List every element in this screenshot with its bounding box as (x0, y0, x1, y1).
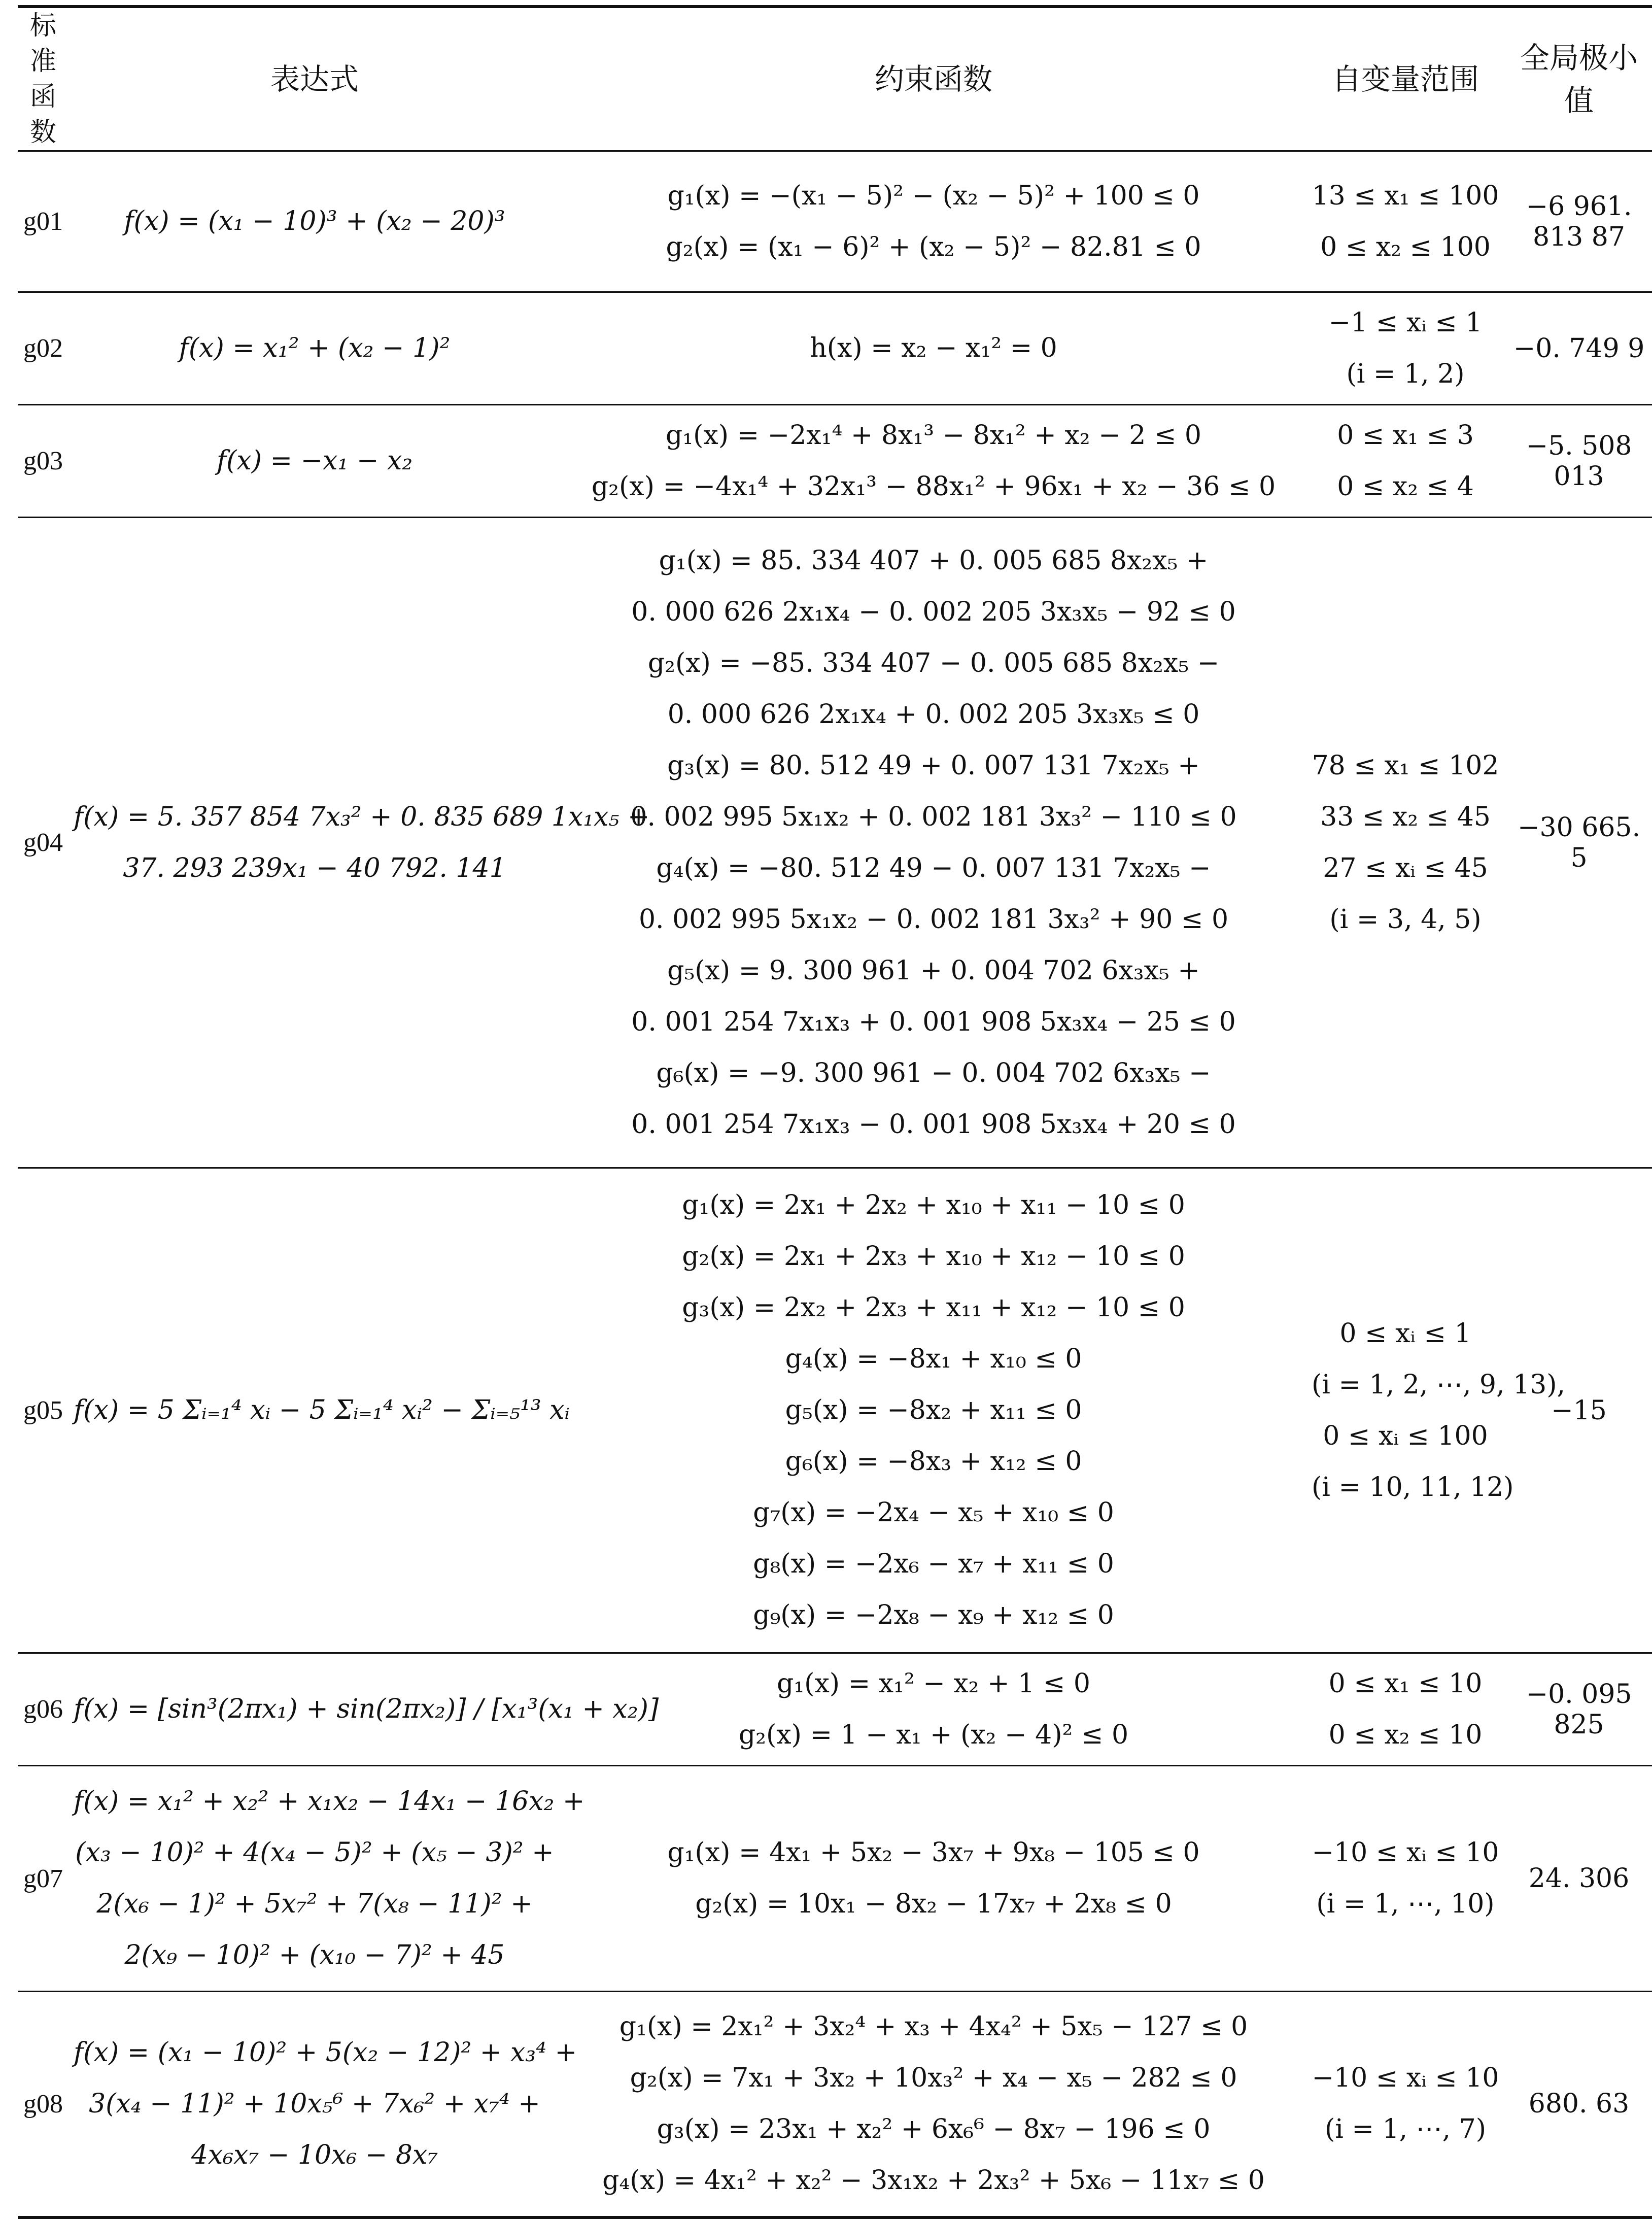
expression-line: 2(x₉ − 10)² + (x₁₀ − 7)² + 45 (124, 1940, 505, 1970)
constraints-cell (561, 1653, 1306, 1766)
table-row (18, 1653, 1652, 1766)
constraints-line: g₈(x) = −2x₆ − x₇ + x₁₁ ≤ 0 (753, 1549, 1114, 1579)
constraints-cell (561, 292, 1306, 405)
global-minimum: −6 961. 813 87 (1526, 191, 1632, 252)
constraints-cell (561, 151, 1306, 292)
header-expression: 表达式 (270, 62, 359, 96)
table-row (18, 1168, 1652, 1653)
constraints-line: g₅(x) = 9. 300 961 + 0. 004 702 6x₃x₅ + (667, 955, 1200, 986)
range-line: −10 ≤ xᵢ ≤ 10 (1312, 2063, 1499, 2094)
range-line: 78 ≤ x₁ ≤ 102 (1312, 750, 1499, 781)
expression-cell (68, 1766, 585, 1992)
constraints-cell (561, 1168, 1306, 1653)
constraints-line: g₁(x) = −(x₁ − 5)² − (x₂ − 5)² + 100 ≤ 0 (667, 180, 1200, 211)
range-cell (1306, 405, 1504, 518)
constraints-cell (561, 1992, 1306, 2217)
constraints-line: g₁(x) = x₁² − x₂ + 1 ≤ 0 (777, 1668, 1090, 1699)
range-line: (i = 1, 2, ⋯, 9, 13), (1312, 1369, 1566, 1400)
expression-cell (68, 1168, 570, 1653)
constraints-line: g₁(x) = 2x₁² + 3x₂⁴ + x₃ + 4x₄² + 5x₅ − 127 ≤ 0 (619, 2011, 1248, 2042)
header-minimum: 全局极小值 (1520, 41, 1638, 118)
expression-cell (68, 1653, 659, 1766)
constraints-line: g₄(x) = −8x₁ + x₁₀ ≤ 0 (785, 1344, 1082, 1374)
constraints-line: g₄(x) = 4x₁² + x₂² − 3x₁x₂ + 2x₃² + 5x₆ − 11x₇ ≤ 0 (602, 2165, 1265, 2196)
expression-line: f(x) = x₁² + (x₂ − 1)² (179, 333, 451, 363)
benchmark-table (18, 5, 1652, 2219)
table-body (18, 151, 1652, 2217)
function-id: g03 (23, 447, 63, 475)
constraints-line: 0. 001 254 7x₁x₃ − 0. 001 908 5x₃x₄ + 20 ≤ 0 (631, 1109, 1236, 1140)
constraints-line: 0. 001 254 7x₁x₃ + 0. 001 908 5x₃x₄ − 25 ≤ 0 (631, 1006, 1236, 1037)
range-line: (i = 3, 4, 5) (1329, 904, 1482, 935)
expression-cell (68, 518, 650, 1168)
range-line: 0 ≤ x₂ ≤ 10 (1328, 1719, 1483, 1750)
constraints-line: g₁(x) = −2x₁⁴ + 8x₁³ − 8x₁² + x₂ − 2 ≤ 0 (665, 420, 1202, 451)
constraints-line: g₅(x) = −8x₂ + x₁₁ ≤ 0 (785, 1395, 1082, 1425)
range-cell (1306, 1653, 1504, 1766)
constraints-line: g₇(x) = −2x₄ − x₅ + x₁₀ ≤ 0 (753, 1497, 1114, 1528)
function-id: g02 (23, 334, 63, 363)
constraints-line: g₆(x) = −8x₃ + x₁₂ ≤ 0 (785, 1446, 1082, 1477)
expression-cell (68, 292, 561, 405)
range-line: −10 ≤ xᵢ ≤ 10 (1312, 1837, 1499, 1868)
range-line: (i = 10, 11, 12) (1312, 1472, 1514, 1503)
table-row (18, 1766, 1652, 1992)
global-minimum: −5. 508 013 (1526, 430, 1632, 492)
range-cell (1306, 1766, 1504, 1992)
constraints-line: g₂(x) = (x₁ − 6)² + (x₂ − 5)² − 82.81 ≤ 0 (666, 231, 1201, 262)
constraints-line: g₂(x) = 10x₁ − 8x₂ − 17x₇ + 2x₈ ≤ 0 (695, 1889, 1172, 1919)
expression-line: f(x) = x₁² + x₂² + x₁x₂ − 14x₁ − 16x₂ + (74, 1786, 585, 1817)
table-row (18, 292, 1652, 405)
constraints-line: g₂(x) = 2x₁ + 2x₃ + x₁₀ + x₁₂ − 10 ≤ 0 (682, 1241, 1185, 1272)
range-line: (i = 1, ⋯, 10) (1316, 1889, 1495, 1919)
global-minimum: −30 665. 5 (1517, 812, 1641, 873)
table-row (18, 1992, 1652, 2217)
function-id: g06 (23, 1695, 63, 1724)
expression-cell (68, 1992, 577, 2217)
constraints-line: 0. 002 995 5x₁x₂ + 0. 002 181 3x₃² − 110 ≤ 0 (630, 801, 1237, 832)
range-cell (1306, 1992, 1504, 2217)
expression-line: f(x) = 5. 357 854 7x₃² + 0. 835 689 1x₁x₅ + (74, 801, 650, 832)
constraints-line: g₆(x) = −9. 300 961 − 0. 004 702 6x₃x₅ − (656, 1057, 1211, 1088)
function-id: g08 (23, 2089, 63, 2119)
expression-cell (68, 405, 561, 518)
constraints-line: g₃(x) = 2x₂ + 2x₃ + x₁₁ + x₁₂ − 10 ≤ 0 (682, 1292, 1185, 1323)
constraints-line: g₂(x) = −85. 334 407 − 0. 005 685 8x₂x₅ − (647, 647, 1220, 678)
table-row (18, 518, 1652, 1168)
expression-line: f(x) = 5 Σᵢ₌₁⁴ xᵢ − 5 Σᵢ₌₁⁴ xᵢ² − Σᵢ₌₅¹³ xᵢ (74, 1395, 570, 1425)
constraints-line: g₁(x) = 85. 334 407 + 0. 005 685 8x₂x₅ + (659, 545, 1209, 576)
constraints-line: g₃(x) = 23x₁ + x₂² + 6x₆⁶ − 8x₇ − 196 ≤ 0 (657, 2114, 1211, 2145)
global-minimum: −0. 095 825 (1526, 1679, 1632, 1740)
constraints-cell (561, 405, 1306, 518)
range-cell (1306, 292, 1504, 405)
constraints-line: 0. 000 626 2x₁x₄ + 0. 002 205 3x₃x₅ ≤ 0 (667, 699, 1200, 730)
header-row (18, 7, 1652, 151)
global-minimum: 680. 63 (1528, 2089, 1630, 2120)
range-line: 0 ≤ xᵢ ≤ 100 (1323, 1420, 1488, 1451)
constraints-line: g₂(x) = 1 − x₁ + (x₂ − 4)² ≤ 0 (738, 1719, 1129, 1750)
constraints-cell (561, 518, 1306, 1168)
range-line: 0 ≤ x₁ ≤ 10 (1328, 1668, 1483, 1699)
table-row (18, 151, 1652, 292)
constraints-cell (561, 1766, 1306, 1992)
expression-line: 37. 293 239x₁ − 40 792. 141 (123, 852, 506, 883)
range-line: −1 ≤ xᵢ ≤ 1 (1328, 307, 1483, 338)
range-line: 27 ≤ xᵢ ≤ 45 (1323, 852, 1488, 883)
constraints-line: 0. 000 626 2x₁x₄ − 0. 002 205 3x₃x₅ − 92 ≤ 0 (631, 596, 1236, 627)
constraints-line: g₄(x) = −80. 512 49 − 0. 007 131 7x₂x₅ − (656, 852, 1211, 883)
constraints-line: g₃(x) = 80. 512 49 + 0. 007 131 7x₂x₅ + (667, 750, 1200, 781)
expression-line: 4x₆x₇ − 10x₆ − 8x₇ (191, 2139, 438, 2170)
function-id: g07 (23, 1864, 63, 1893)
range-line: (i = 1, ⋯, 7) (1324, 2114, 1487, 2145)
constraints-line: g₁(x) = 4x₁ + 5x₂ − 3x₇ + 9x₈ − 105 ≤ 0 (667, 1837, 1200, 1868)
range-line: 0 ≤ x₂ ≤ 100 (1320, 231, 1491, 262)
global-minimum: −0. 749 9 (1513, 333, 1645, 364)
expression-line: f(x) = (x₁ − 10)² + 5(x₂ − 12)² + x₃⁴ + (74, 2037, 577, 2068)
expression-line: f(x) = −x₁ − x₂ (216, 446, 413, 476)
global-minimum: −15 (1551, 1395, 1607, 1426)
range-cell (1306, 1168, 1566, 1653)
table-row (18, 405, 1652, 518)
header-function: 标准函数 (29, 11, 56, 148)
range-line: 0 ≤ xᵢ ≤ 1 (1339, 1318, 1471, 1349)
expression-line: 3(x₄ − 11)² + 10x₅⁶ + 7x₆² + x₇⁴ + (89, 2088, 540, 2119)
range-line: 0 ≤ x₁ ≤ 3 (1337, 420, 1474, 451)
constraints-line: g₉(x) = −2x₈ − x₉ + x₁₂ ≤ 0 (753, 1600, 1114, 1630)
expression-line: f(x) = (x₁ − 10)³ + (x₂ − 20)³ (124, 206, 505, 236)
function-id: g04 (23, 828, 63, 857)
constraints-line: g₂(x) = 7x₁ + 3x₂ + 10x₃² + x₄ − x₅ − 282 ≤ 0 (630, 2063, 1237, 2094)
expression-line: 2(x₆ − 1)² + 5x₇² + 7(x₈ − 11)² + (96, 1889, 533, 1919)
header-constraints: 约束函数 (874, 62, 992, 96)
range-cell (1306, 151, 1504, 292)
function-id: g01 (23, 207, 63, 236)
expression-cell (68, 151, 561, 292)
constraints-line: g₂(x) = −4x₁⁴ + 32x₁³ − 88x₁² + 96x₁ + x₂ − 36 ≤ 0 (591, 471, 1276, 502)
constraints-line: h(x) = x₂ − x₁² = 0 (810, 333, 1057, 363)
range-line: (i = 1, 2) (1346, 358, 1465, 389)
range-line: 33 ≤ x₂ ≤ 45 (1320, 801, 1491, 832)
expression-line: f(x) = [sin³(2πx₁) + sin(2πx₂)] / [x₁³(x₁ + x₂)] (74, 1694, 659, 1724)
range-line: 13 ≤ x₁ ≤ 100 (1312, 180, 1499, 211)
function-id: g05 (23, 1396, 63, 1425)
header-range: 自变量范围 (1331, 62, 1479, 96)
range-cell (1306, 518, 1504, 1168)
global-minimum: 24. 306 (1528, 1863, 1630, 1894)
constraints-line: g₁(x) = 2x₁ + 2x₂ + x₁₀ + x₁₁ − 10 ≤ 0 (682, 1190, 1185, 1220)
constraints-line: 0. 002 995 5x₁x₂ − 0. 002 181 3x₃² + 90 ≤ 0 (638, 904, 1229, 935)
expression-line: (x₃ − 10)² + 4(x₄ − 5)² + (x₅ − 3)² + (75, 1837, 554, 1868)
range-line: 0 ≤ x₂ ≤ 4 (1337, 471, 1474, 502)
